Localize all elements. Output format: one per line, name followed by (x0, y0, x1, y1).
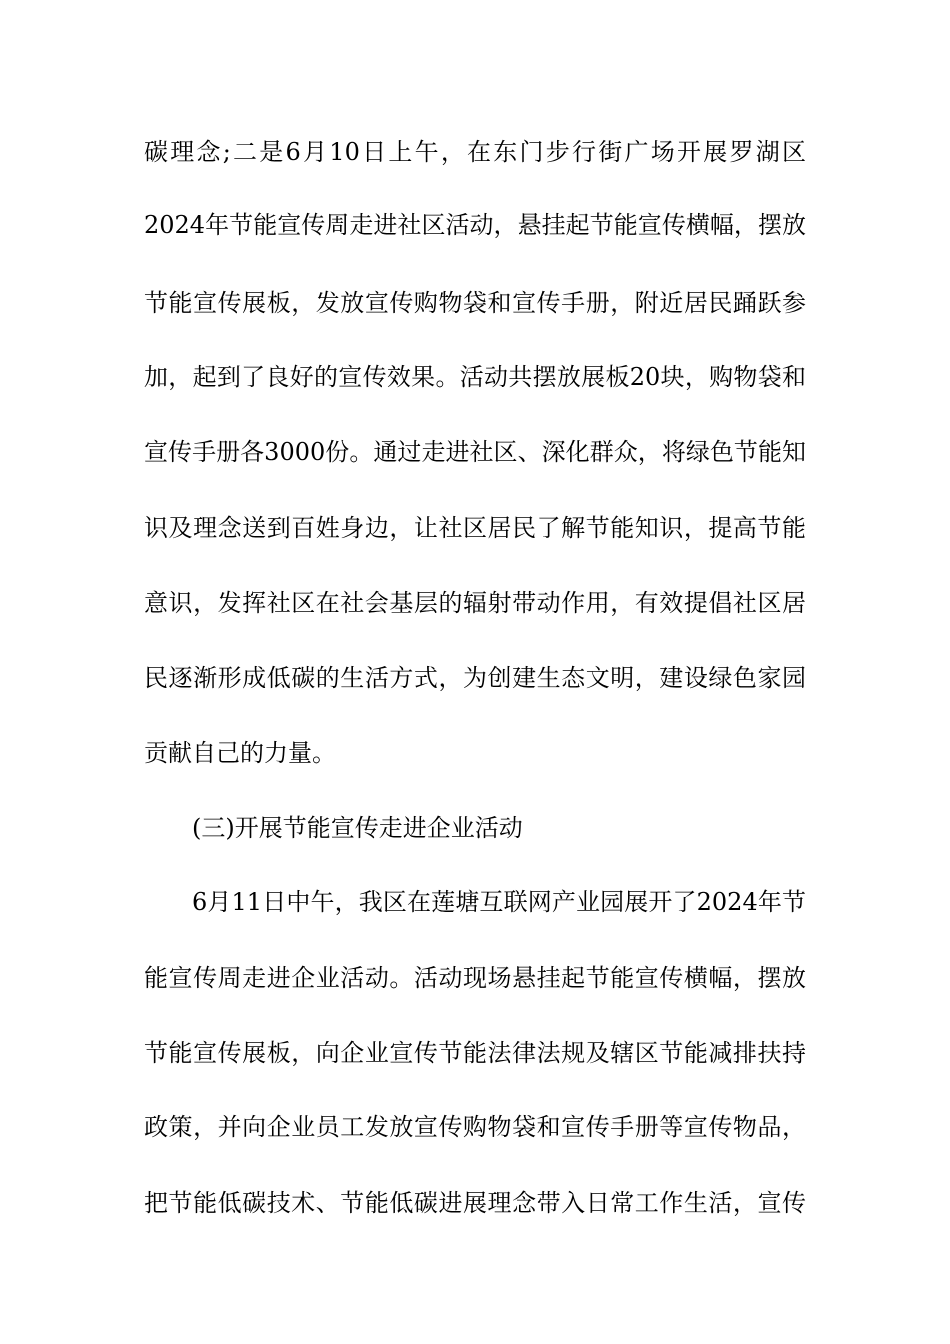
paragraph-1-line-5: 宣传手册各3000份。通过走进社区、深化群众，将绿色节能知 (144, 438, 806, 466)
paragraph-1-line-9: 贡献自己的力量。 (144, 739, 336, 767)
paragraph-2-line-2: 能宣传周走进企业活动。活动现场悬挂起节能宣传横幅，摆放 (144, 964, 806, 992)
paragraph-2-line-4: 政策，并向企业员工发放宣传购物袋和宣传手册等宣传物品， (144, 1113, 806, 1141)
paragraph-1-line-1: 碳理念;二是6月10日上午，在东门步行街广场开展罗湖区 (144, 138, 806, 166)
paragraph-1-line-8: 民逐渐形成低碳的生活方式，为创建生态文明，建设绿色家园 (144, 664, 806, 692)
paragraph-2-line-3: 节能宣传展板，向企业宣传节能法律法规及辖区节能减排扶持 (144, 1039, 806, 1067)
paragraph-1-line-3: 节能宣传展板，发放宣传购物袋和宣传手册，附近居民踊跃参 (144, 289, 806, 317)
paragraph-2-line-5: 把节能低碳技术、节能低碳进展理念带入日常工作生活，宣传 (144, 1189, 806, 1217)
paragraph-2-line-1: 6月11日中午，我区在莲塘互联网产业园展开了2024年节 (192, 888, 806, 916)
paragraph-1-line-2: 2024年节能宣传周走进社区活动，悬挂起节能宣传横幅，摆放 (144, 211, 806, 239)
paragraph-1-line-7: 意识，发挥社区在社会基层的辐射带动作用，有效提倡社区居 (144, 589, 806, 617)
section-heading: (三)开展节能宣传走进企业活动 (192, 814, 523, 842)
paragraph-1-line-6: 识及理念送到百姓身边，让社区居民了解节能知识，提高节能 (144, 514, 806, 542)
paragraph-1-line-4: 加，起到了良好的宣传效果。活动共摆放展板20块，购物袋和 (144, 363, 806, 391)
